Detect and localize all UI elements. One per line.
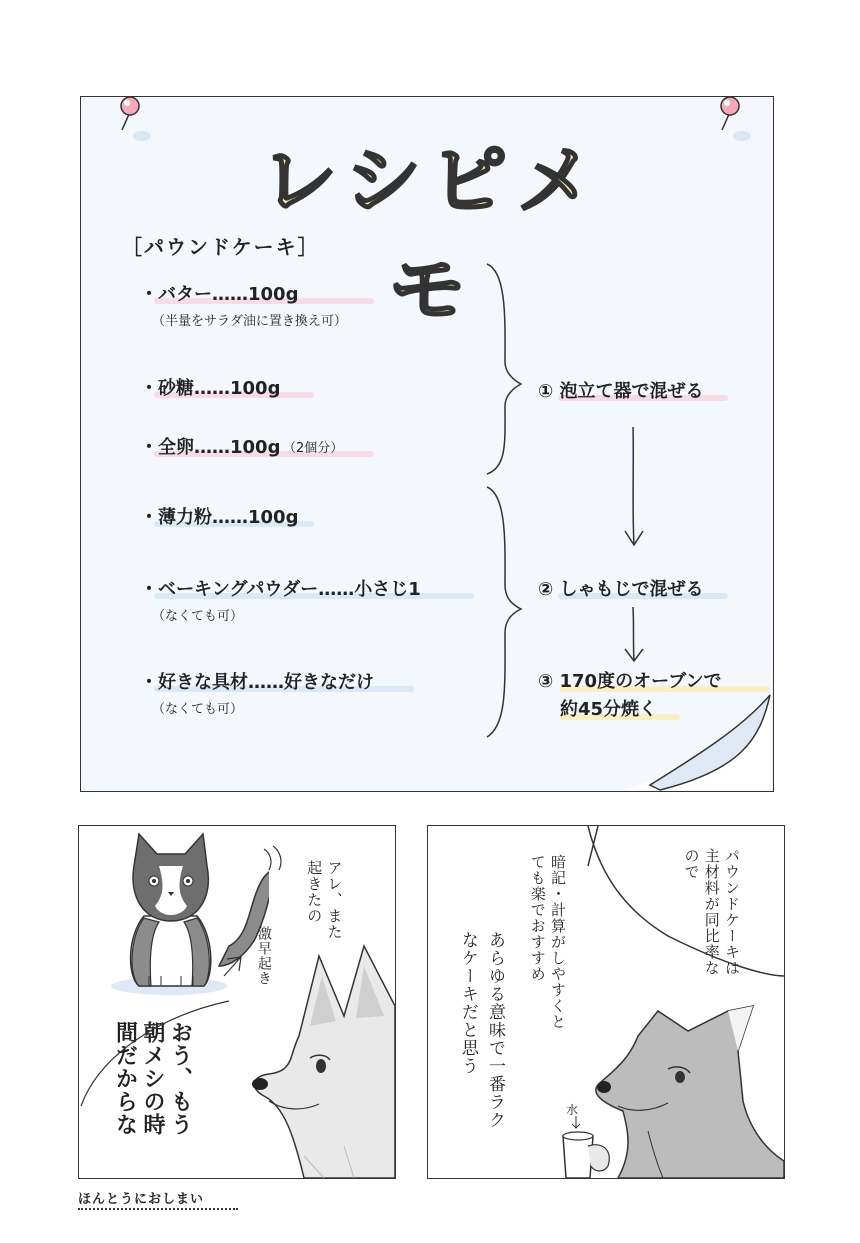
bubble-text-1: パウンドケーキは主材料が同比率なので [682,848,741,976]
ingredient-extras: ・好きな具材……好きなだけ [140,668,374,694]
comic-panel-left [78,825,396,1179]
memo-title: レシピメモ [260,136,604,334]
step-3: ③ 170度のオーブンで 約45分焼く [538,668,721,724]
step-2: ② しゃもじで混ぜる [538,575,704,601]
cup-icon [558,1126,618,1178]
motion-lines [259,844,289,874]
wolf-speech: おう、もう朝メシの時間だからな [112,1021,193,1136]
ingredient-baking-powder: ・ベーキングパウダー……小さじ1 [140,575,421,601]
ingredient-flour: ・薄力粉……100g [140,503,298,529]
cat-note: 激早起き [255,926,272,986]
ingredient-sugar: ・砂糖……100g [140,374,280,400]
comic-panel-right [427,825,785,1179]
ingredient-egg: ・全卵……100g [140,433,280,459]
bracket-group-1 [485,262,525,477]
pushpin-left-icon [112,92,152,142]
wolf-speech: あらゆる意味で一番ラクなケーキだと思う [457,931,505,1129]
bubble-text-2: 暗記・計算がしやすくとても楽でおすすめ [528,854,567,1030]
ingredient-butter: ・バター……100g [140,280,298,306]
cat-speech: アレ、また起きたの [305,860,344,940]
footer-dotted-line [78,1208,238,1210]
speech-bubble-outline [79,996,259,1178]
arrow-down-icon [620,425,650,550]
step-1: ① 泡立て器で混ぜる [538,377,704,403]
ingredient-extras-note: （なくても可） [152,702,244,717]
arrow-down-icon [571,1116,581,1130]
footer-text: ほんとうにおしまい [78,1192,205,1207]
pushpin-right-icon [712,92,752,142]
recipe-name: ［パウンドケーキ］ [122,235,320,259]
arrow-down-icon [620,605,650,665]
bracket-group-2 [485,485,525,740]
ingredient-butter-note: （半量をサラダ油に置き換え可） [152,314,347,329]
ingredient-egg-note: （2個分） [283,441,344,456]
ingredient-baking-powder-note: （なくても可） [152,609,244,624]
arrow-icon [219,951,249,981]
cup-note: 水 [566,1103,579,1117]
